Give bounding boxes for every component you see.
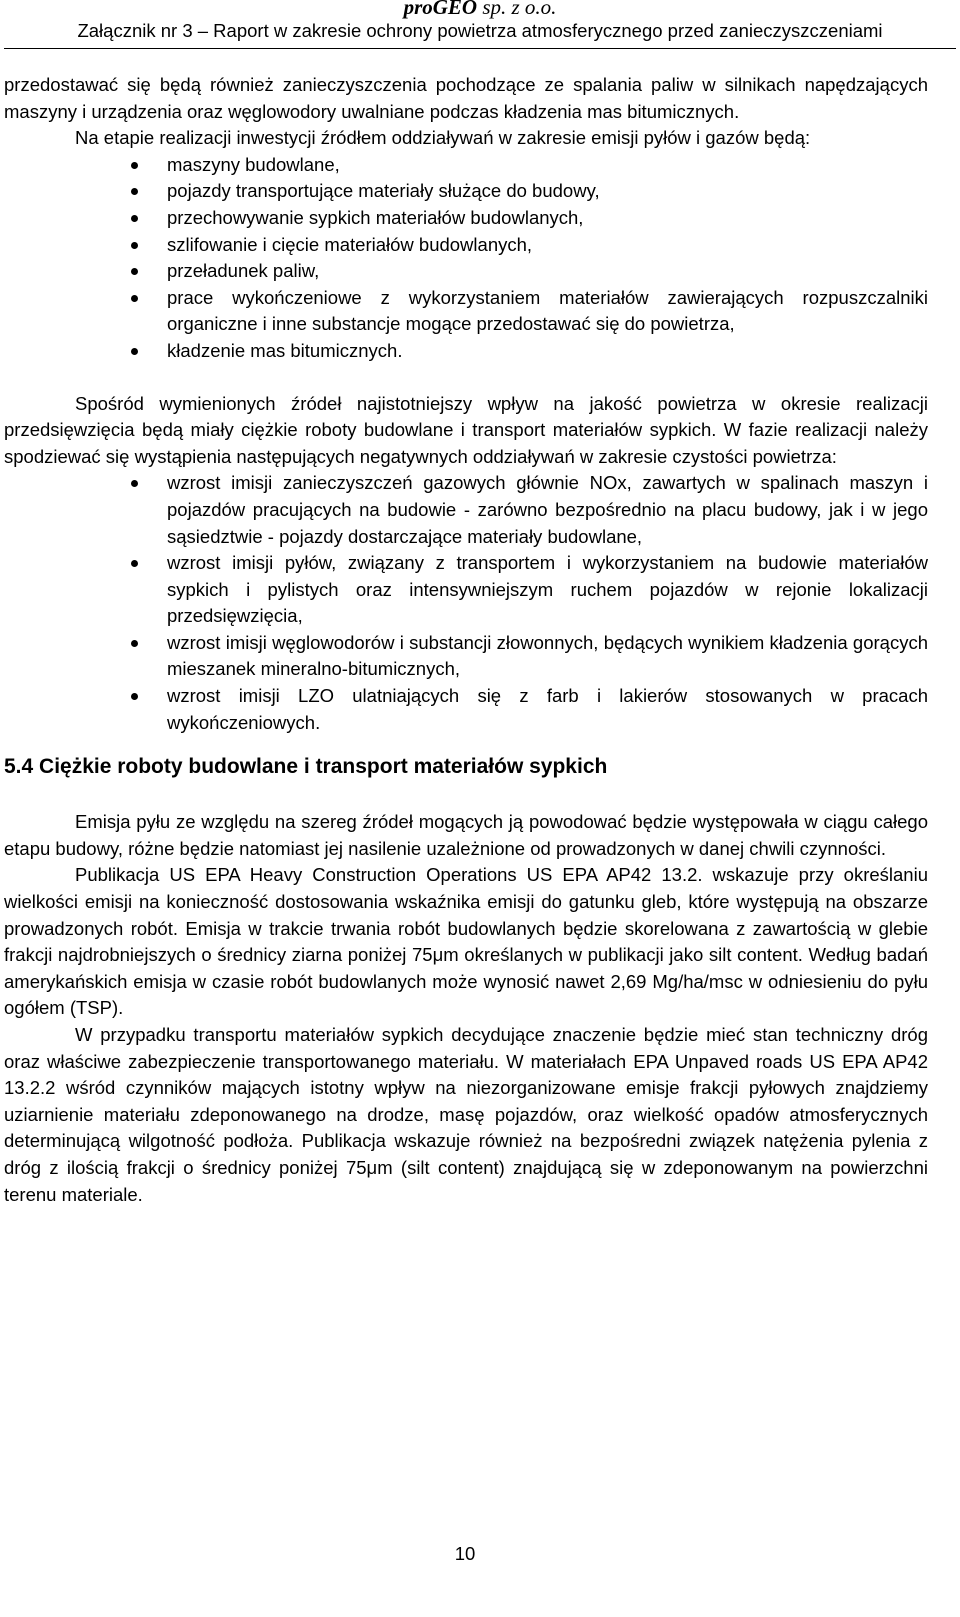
list-item: prace wykończeniowe z wykorzystaniem materiałów zawierających rozpuszczalniki organiczne i inne substancje mogące przedostawać się do powietrza, — [4, 285, 928, 338]
list-item: wzrost imisji LZO ulatniających się z farb i lakierów stosowanych w pracach wykończeniowych. — [4, 683, 928, 736]
emission-sources-list — [4, 152, 928, 365]
list-item: przeładunek paliw, — [4, 258, 928, 285]
paragraph-epa-construction: Publikacja US EPA Heavy Construction Operations US EPA AP42 13.2. wskazuje przy określaniu wielkości emisji na konieczność dostosowania wskaźnika emisji do gatunku gleb, które występują na obszarze prowadzonych robót. Emisja w trakcie trwania robót budowlanych będzie skorelowana z zawartością w glebie frakcji najdrobniejszych o średnicy ziarna poniżej 75μm określanych w publikacji jako silt content. Według badań amerykańskich emisja w czasie robót budowlanych może wynosić nawet 2,69 Mg/ha/msc w odniesieniu do pyłu ogółem (TSP). — [4, 864, 928, 1019]
document-subtitle: Załącznik nr 3 – Raport w zakresie ochrony powietrza atmosferycznego przed zanieczyszczeniami — [77, 20, 883, 41]
list-item: pojazdy transportujące materiały służące do budowy, — [4, 178, 928, 205]
list-item: wzrost imisji zanieczyszczeń gazowych głównie NOx, zawartych w spalinach maszyn i pojazdów pracujących na budowie - zarówno bezpośrednio na placu budowy, jak i w jego sąsiedztwie - pojazdy dostarczające materiały budowlane, — [4, 470, 928, 550]
list-item: wzrost imisji pyłów, związany z transportem i wykorzystaniem na budowie materiałów sypkich i pylistych oraz intensywniejszym ruchem pojazdów w rejonie lokalizacji przedsięwzięcia, — [4, 550, 928, 630]
paragraph-epa-unpaved-roads: W przypadku transportu materiałów sypkich decydujące znaczenie będzie mieć stan techniczny dróg oraz właściwe zabezpieczenie transportowanego materiału. W materiałach EPA Unpaved roads US EPA AP42 13.2.2 wśród czynników mających istotny wpływ na niezorganizowane emisje frakcji pyłowych znajdziemy uziarnienie materiału zdeponowanego na drodze, masę pojazdów, oraz wielkość opadów atmosferycznych determinującą wilgotność podłoża. Publikacja wskazuje również na bezpośredni związek natężenia pylenia z dróg z ilością frakcji o średnicy poniżej 75μm (silt content) znajdującą się w zdeponowanym na powierzchni terenu materiale. — [4, 1024, 928, 1205]
document-body — [4, 72, 928, 1208]
section-heading: 5.4 Ciężkie roboty budowlane i transport materiałów sypkich — [4, 755, 608, 779]
company-name-main: proGEO — [403, 0, 478, 19]
list-item: wzrost imisji węglowodorów i substancji złowonnych, będących wynikiem kładzenia gorących mieszanek mineralno-bitumicznych, — [4, 630, 928, 683]
company-name — [0, 0, 960, 18]
list-item: przechowywanie sypkich materiałów budowlanych, — [4, 205, 928, 232]
paragraph-continuation: przedostawać się będą również zanieczyszczenia pochodzące ze spalania paliw w silnikach napędzających maszyny i urządzenia oraz węglowodory uwalniane podczas kładzenia mas bitumicznych. — [4, 74, 928, 122]
paragraph-impacts-intro: Spośród wymienionych źródeł najistotniejszy wpływ na jakość powietrza w okresie realizacji przedsięwzięcia będą miały ciężkie roboty budowlane i transport materiałów sypkich. W fazie realizacji należy spodziewać się wystąpienia następujących negatywnych oddziaływań w zakresie czystości powietrza: — [4, 392, 928, 467]
list-item: szlifowanie i cięcie materiałów budowlanych, — [4, 232, 928, 259]
list-item: maszyny budowlane, — [4, 152, 928, 179]
negative-impacts-list — [4, 470, 928, 736]
page-number: 10 — [454, 1543, 476, 1564]
paragraph-sources-intro: Na etapie realizacji inwestycji źródłem oddziaływań w zakresie emisji pyłów i gazów będą: — [75, 127, 811, 149]
page-header — [0, 0, 960, 42]
paragraph-dust-emission: Emisja pyłu ze względu na szereg źródeł mogących ją powodować będzie występowała w ciągu całego etapu budowy, różne będzie natomiast jej nasilenie uzależnione od prowadzonych w danej chwili czynności. — [4, 811, 928, 859]
header-divider — [4, 48, 956, 49]
company-name-suffix: sp. z o.o. — [477, 0, 557, 19]
list-item: kładzenie mas bitumicznych. — [4, 338, 928, 365]
